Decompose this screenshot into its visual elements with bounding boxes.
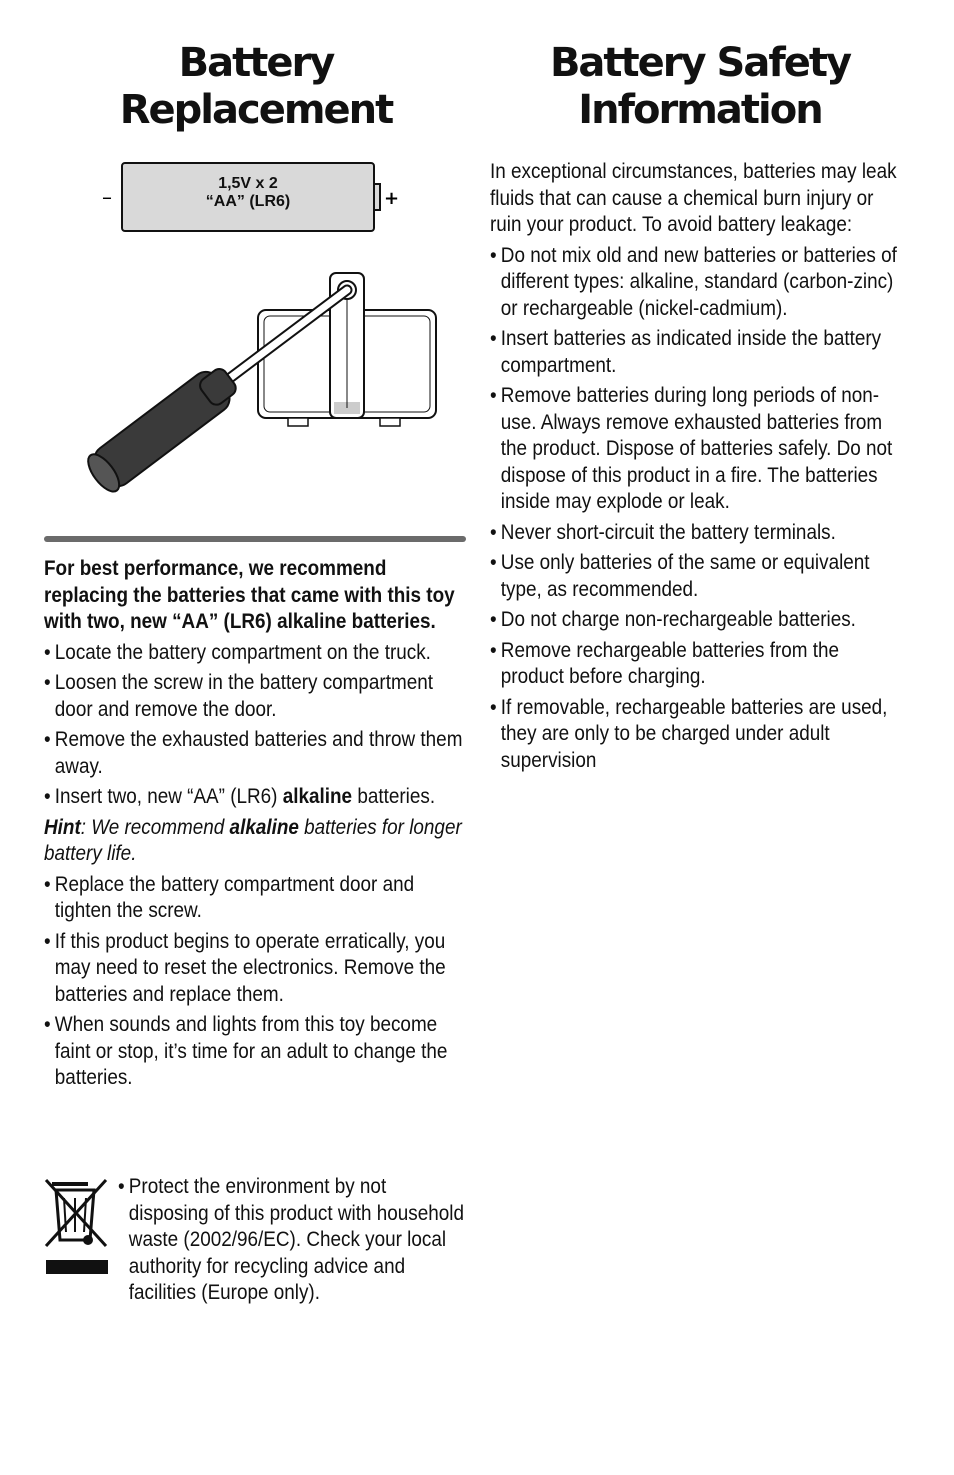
list-item: • Never short-circuit the battery terminals. [490, 520, 906, 547]
hint-text: Hint: We recommend alkaline batteries for longer battery life. [44, 815, 462, 865]
list-item: • Remove the exhausted batteries and throw them away. [44, 727, 467, 780]
list-item: • Replace the battery compartment door and tighten the screw. [44, 872, 467, 925]
list-item: • Remove batteries during long periods of non-use. Always remove exhausted batteries from the product. Dispose of batteries safely. Do not dispose of this product in a fire. The batteries inside may explode or leak. [490, 383, 906, 516]
list-item: • Do not mix old and new batteries or batteries of different types: alkaline, standard (carbon-zinc) or rechargeable (nickel-cadmium). [490, 243, 906, 323]
list-item: • Insert batteries as indicated inside the battery compartment. [490, 326, 906, 379]
list-item: • Locate the battery compartment on the truck. [44, 640, 467, 667]
svg-text:+: + [384, 188, 400, 209]
list-item: • If removable, rechargeable batteries are used, they are only to be charged under adult supervision [490, 695, 906, 775]
section-divider [44, 536, 466, 542]
list-item: • If this product begins to operate erratically, you may need to reset the electronics. Remove the batteries and replace them. [44, 929, 467, 1009]
list-item: • When sounds and lights from this toy become faint or stop, it’s time for an adult to change the batteries. [44, 1012, 467, 1092]
battery-safety-text [490, 159, 906, 774]
safety-intro: In exceptional circumstances, batteries may leak fluids that can cause a chemical burn injury or ruin your product. To avoid battery leakage: [490, 160, 897, 236]
environment-text [118, 1170, 469, 1307]
list-item: • Protect the environment by not disposing of this product with household waste (2002/96/EC). Check your local authority for recycling advice and facilities (Europe only). [118, 1174, 469, 1307]
intro-text: For best performance, we recommend replacing the batteries that came with this toy with two, new “AA” (LR6) alkaline batteries. [44, 557, 455, 633]
svg-text:–: – [102, 185, 112, 209]
list-item: • Use only batteries of the same or equivalent type, as recommended. [490, 550, 906, 603]
crossed-out-wheelie-bin-icon [44, 1176, 110, 1276]
battery-replacement-title: Battery Replacement [119, 40, 393, 133]
list-item: • Loosen the screw in the battery compartment door and remove the door. [44, 670, 467, 723]
screwdriver-icon [60, 268, 450, 518]
battery-label: 1,5V x 2 “AA” (LR6) [205, 175, 291, 210]
battery-replacement-text [44, 556, 467, 1092]
list-item: • Do not charge non-rechargeable batteries. [490, 607, 906, 634]
list-item: • Remove rechargeable batteries from the product before charging. [490, 638, 906, 691]
battery-safety-title: Battery Safety Information [549, 40, 851, 133]
list-item-insert: • Insert two, new “AA” (LR6) alkaline batteries. [44, 784, 467, 811]
